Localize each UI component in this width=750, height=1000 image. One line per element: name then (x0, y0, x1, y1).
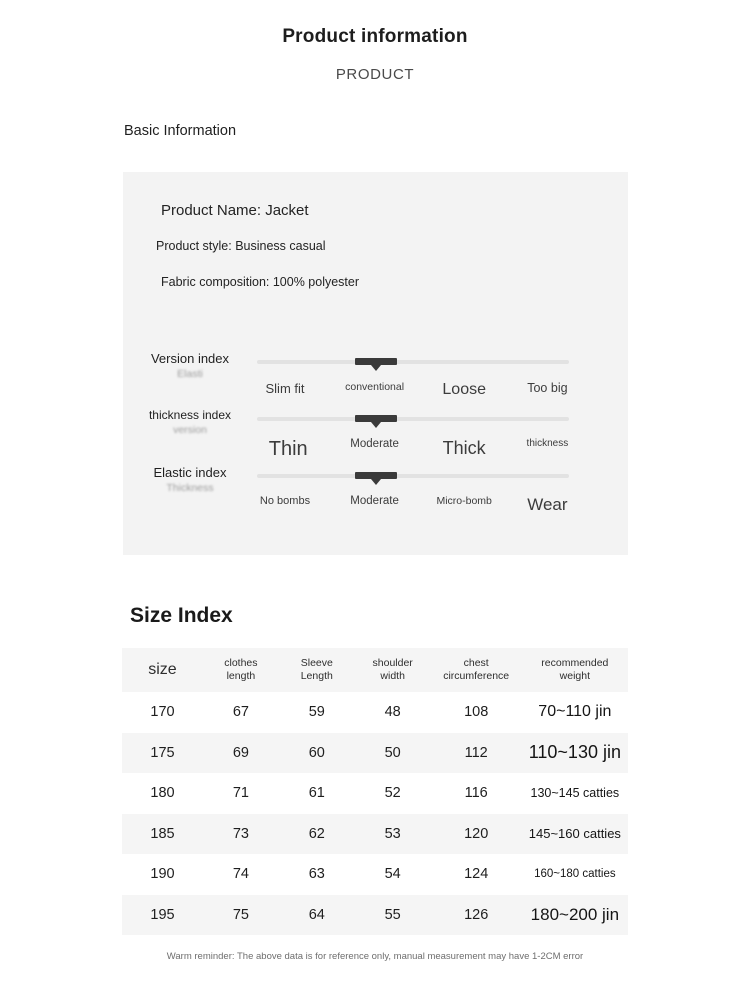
table-row (122, 692, 628, 733)
size-table-cell-shoulder-width: 53 (384, 825, 401, 842)
slider-label: Elastic index (153, 465, 227, 480)
slider-tick-label[interactable]: Micro-bomb (436, 495, 492, 507)
size-table-cell-weight: 180~200 jin (530, 904, 620, 924)
size-table-cell-clothes-length: 69 (232, 744, 249, 761)
size-table-cell-weight: 160~180 catties (534, 868, 616, 881)
slider-tick-label[interactable]: Moderate (350, 438, 399, 450)
slider-thumb[interactable] (355, 415, 397, 422)
page-header (0, 0, 750, 83)
slider-ghost-label: Elasti (177, 367, 203, 380)
footer-warning-note: Warm reminder: The above data is for reference only, manual measurement may have 1-2CM error (166, 951, 584, 962)
slider-tick-label[interactable]: Slim fit (265, 381, 305, 396)
slider-tick-label[interactable]: conventional (345, 381, 405, 393)
slider-tick-label[interactable]: Moderate (350, 495, 399, 507)
slider-label: Version index (150, 351, 230, 366)
size-table-cell-clothes-length: 73 (232, 825, 249, 842)
page-subtitle: PRODUCT (335, 65, 415, 83)
size-table-cell-size: 195 (150, 906, 175, 923)
slider-tick-label[interactable]: Thick (442, 438, 486, 458)
slider-track[interactable] (257, 474, 569, 478)
slider-label-group-3 (129, 466, 251, 495)
size-table-cell-size: 190 (150, 866, 175, 883)
page-title: Product information (282, 26, 468, 47)
slider-tick-label[interactable]: Thin (268, 438, 308, 460)
size-table-cell-weight: 70~110 jin (538, 703, 612, 721)
size-table-cell-shoulder-width: 50 (384, 744, 401, 761)
size-table-cell-size: 175 (150, 744, 175, 761)
size-table-cell-shoulder-width: 54 (384, 866, 401, 883)
slider-thumb[interactable] (355, 358, 397, 365)
size-table-cell-weight: 145~160 catties (528, 826, 621, 842)
size-table-cell-shoulder-width: 55 (384, 906, 401, 923)
slider-label-group-1 (129, 352, 251, 381)
fabric-composition-text: Fabric composition: 100% polyester (161, 275, 360, 289)
slider-tick-label[interactable]: Loose (442, 381, 486, 398)
size-table-cell-size: 185 (150, 825, 175, 842)
size-table-cell-clothes-length: 75 (232, 906, 249, 923)
slider-track-wrap-3[interactable] (257, 471, 569, 483)
size-table-cell-clothes-length: 71 (232, 785, 249, 802)
size-table-cell-sleeve-length: 63 (308, 866, 325, 883)
slider-tick-labels-3 (253, 488, 573, 518)
slider-track[interactable] (257, 417, 569, 421)
size-index-heading: Size Index (130, 604, 233, 627)
size-table-cell-sleeve-length: 60 (308, 744, 325, 761)
size-table-cell-chest: 126 (464, 906, 489, 923)
slider-row-1[interactable] (123, 350, 628, 406)
size-table-cell-sleeve-length: 64 (308, 906, 325, 923)
size-table-cell-sleeve-length: 62 (308, 825, 325, 842)
size-index-table (122, 648, 628, 935)
size-table-col-header: Sleeve Length (300, 656, 333, 682)
table-row (122, 895, 628, 936)
slider-ghost-label: version (173, 423, 207, 436)
size-table-cell-clothes-length: 67 (232, 704, 249, 721)
size-table-col-header: size (148, 661, 177, 678)
slider-track-wrap-2[interactable] (257, 414, 569, 426)
slider-row-2[interactable] (123, 407, 628, 463)
basic-information-panel (123, 172, 628, 555)
size-table-cell-sleeve-length: 61 (308, 785, 325, 802)
size-table-cell-weight: 110~130 jin (528, 742, 621, 763)
size-table-cell-weight: 130~145 catties (530, 786, 620, 801)
size-table-cell-chest: 108 (464, 704, 489, 721)
table-row (122, 854, 628, 895)
slider-tick-label[interactable]: Too big (527, 381, 568, 395)
slider-tick-labels-1 (253, 374, 573, 404)
slider-tick-label[interactable]: Wear (527, 495, 568, 514)
basic-information-label: Basic Information (124, 122, 237, 139)
size-table-col-header: clothes length (224, 656, 258, 682)
size-table-body (122, 692, 628, 935)
size-table-cell-chest: 112 (464, 744, 488, 761)
slider-thumb[interactable] (355, 472, 397, 479)
size-table-cell-shoulder-width: 48 (384, 704, 401, 721)
size-table-cell-chest: 120 (464, 825, 489, 842)
size-table-cell-chest: 124 (464, 866, 489, 883)
slider-tick-label[interactable]: No bombs (259, 495, 311, 507)
product-style-text: Product style: Business casual (156, 239, 326, 253)
size-table-cell-sleeve-length: 59 (308, 704, 325, 721)
size-table-header-row (122, 648, 628, 692)
table-row (122, 814, 628, 855)
slider-row-3[interactable] (123, 464, 628, 520)
slider-tick-label[interactable]: thickness (526, 438, 569, 449)
table-row (122, 773, 628, 814)
slider-track[interactable] (257, 360, 569, 364)
size-table-cell-shoulder-width: 52 (384, 785, 401, 802)
size-table-cell-chest: 116 (464, 785, 488, 802)
size-table-cell-size: 170 (150, 704, 175, 721)
product-name-text: Product Name: Jacket (161, 202, 309, 219)
size-table-col-header: recommended weight (541, 656, 609, 682)
size-table-cell-clothes-length: 74 (232, 866, 249, 883)
slider-tick-labels-2 (253, 431, 573, 461)
slider-label: thickness index (148, 408, 232, 422)
table-row (122, 733, 628, 774)
size-table-cell-size: 180 (150, 785, 175, 802)
slider-ghost-label: Thickness (166, 481, 214, 494)
size-table-head (122, 648, 628, 692)
size-table-col-header: chest circumference (443, 656, 510, 682)
slider-label-group-2 (129, 409, 251, 436)
slider-track-wrap-1[interactable] (257, 357, 569, 369)
size-table-col-header: shoulder width (372, 656, 413, 682)
